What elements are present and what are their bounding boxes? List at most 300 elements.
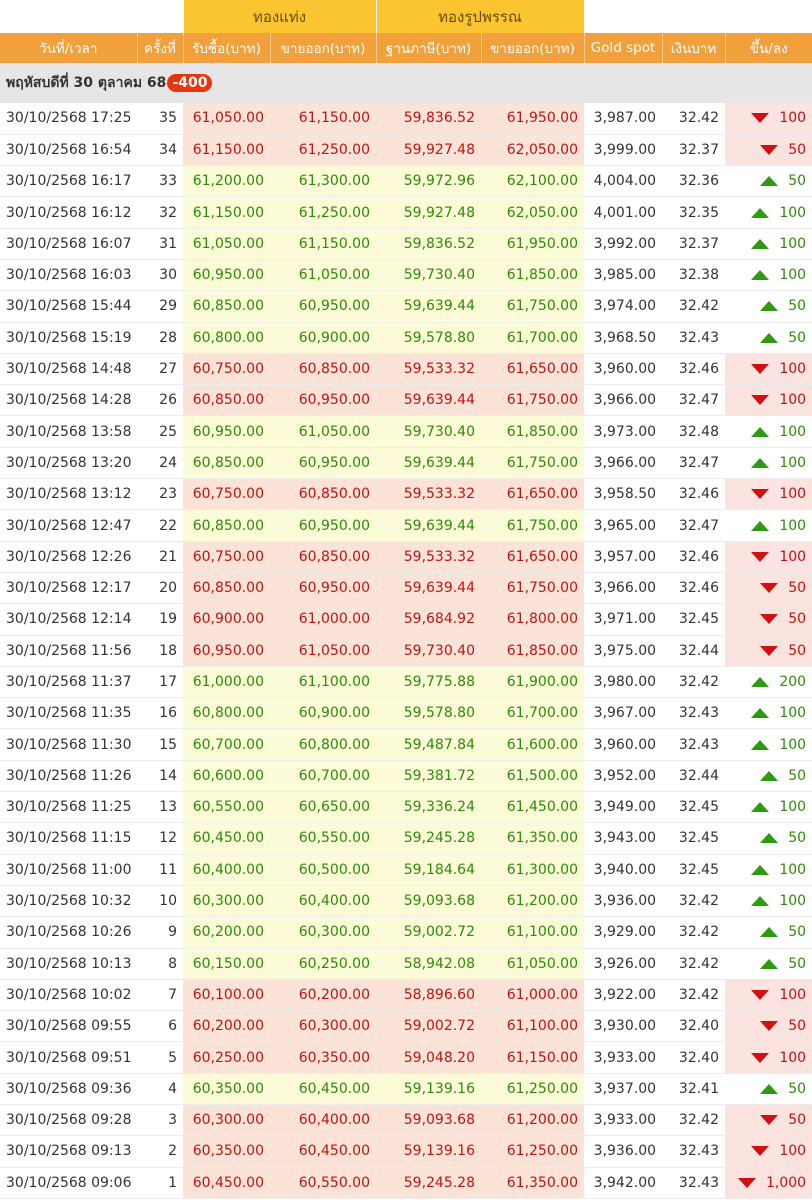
thb-cell: 32.37 [662, 134, 725, 165]
date-group-cell [0, 63, 812, 103]
gold-spot-cell: 3,973.00 [584, 416, 662, 447]
ornament-tax-base-cell: 59,578.80 [376, 698, 481, 729]
gold-spot-cell: 3,940.00 [584, 854, 662, 885]
datetime-cell: 30/10/2568 12:17 [0, 572, 137, 603]
datetime-cell: 30/10/2568 13:12 [0, 479, 137, 510]
bar-sell-cell: 61,150.00 [270, 103, 376, 134]
ornament-tax-base-cell: 59,048.20 [376, 1042, 481, 1073]
gold-spot-cell: 3,992.00 [584, 228, 662, 259]
bar-buy-cell: 60,300.00 [183, 1105, 270, 1136]
bar-sell-cell: 60,350.00 [270, 1042, 376, 1073]
round-cell: 20 [137, 572, 183, 603]
bar-buy-cell: 60,750.00 [183, 353, 270, 384]
thb-cell: 32.43 [662, 698, 725, 729]
gold-spot-cell: 3,987.00 [584, 103, 662, 134]
gold-spot-cell: 3,966.00 [584, 572, 662, 603]
ornament-sell-cell: 61,600.00 [481, 729, 584, 760]
gold-spot-cell: 3,936.00 [584, 885, 662, 916]
thb-cell: 32.42 [662, 1105, 725, 1136]
bar-sell-cell: 60,450.00 [270, 1136, 376, 1167]
ornament-sell-cell: 61,800.00 [481, 604, 584, 635]
bar-sell-cell: 60,850.00 [270, 541, 376, 572]
bar-sell-cell: 60,400.00 [270, 885, 376, 916]
triangle-up-icon [760, 771, 778, 781]
ornament-tax-base-cell: 59,533.32 [376, 541, 481, 572]
bar-sell-cell: 61,250.00 [270, 197, 376, 228]
gold-spot-cell: 3,968.50 [584, 322, 662, 353]
datetime-cell: 30/10/2568 13:58 [0, 416, 137, 447]
round-cell: 31 [137, 228, 183, 259]
thb-cell: 32.46 [662, 353, 725, 384]
datetime-cell: 30/10/2568 14:48 [0, 353, 137, 384]
table-row [0, 729, 812, 760]
change-value: 50 [788, 830, 807, 847]
table-row [0, 166, 812, 197]
table-row [0, 666, 812, 697]
bar-buy-cell: 60,350.00 [183, 1073, 270, 1104]
change-value: 100 [779, 423, 807, 440]
table-row [0, 979, 812, 1010]
datetime-cell: 30/10/2568 11:25 [0, 792, 137, 823]
bar-sell-cell: 61,000.00 [270, 604, 376, 635]
datetime-cell: 30/10/2568 11:35 [0, 698, 137, 729]
table-row [0, 823, 812, 854]
ornament-sell-cell: 61,100.00 [481, 1011, 584, 1042]
thb-cell: 32.45 [662, 792, 725, 823]
ornament-sell-cell: 61,850.00 [481, 259, 584, 290]
round-cell: 5 [137, 1042, 183, 1073]
table-row [0, 134, 812, 165]
thb-cell: 32.47 [662, 447, 725, 478]
table-row [0, 854, 812, 885]
bar-sell-cell: 61,100.00 [270, 666, 376, 697]
change-cell [725, 635, 812, 666]
ornament-sell-cell: 62,100.00 [481, 166, 584, 197]
change-cell [725, 1167, 812, 1198]
round-cell: 30 [137, 259, 183, 290]
bar-buy-cell: 60,850.00 [183, 291, 270, 322]
ornament-sell-cell: 61,750.00 [481, 447, 584, 478]
ornament-tax-base-cell: 59,093.68 [376, 885, 481, 916]
bar-buy-cell: 60,700.00 [183, 729, 270, 760]
thb-cell: 32.45 [662, 823, 725, 854]
group-header-row [0, 0, 812, 33]
datetime-cell: 30/10/2568 16:54 [0, 134, 137, 165]
gold-spot-cell: 3,936.00 [584, 1136, 662, 1167]
triangle-down-icon [760, 646, 778, 656]
gold-spot-cell: 3,933.00 [584, 1105, 662, 1136]
thb-cell: 32.43 [662, 322, 725, 353]
bar-buy-cell: 60,800.00 [183, 322, 270, 353]
change-cell [725, 259, 812, 290]
thb-cell: 32.45 [662, 604, 725, 635]
change-cell [725, 760, 812, 791]
bar-sell-cell: 60,300.00 [270, 1011, 376, 1042]
bar-sell-cell: 60,500.00 [270, 854, 376, 885]
change-value: 100 [779, 736, 807, 753]
bar-buy-cell: 60,750.00 [183, 541, 270, 572]
gold-spot-cell: 3,966.00 [584, 385, 662, 416]
triangle-down-icon [751, 552, 769, 562]
change-value: 100 [779, 1049, 807, 1066]
change-cell [725, 1073, 812, 1104]
group-header-gold-bar: ทองแท่ง [183, 0, 376, 33]
bar-buy-cell: 60,300.00 [183, 885, 270, 916]
thb-cell: 32.43 [662, 1167, 725, 1198]
ornament-sell-cell: 61,000.00 [481, 979, 584, 1010]
gold-spot-cell: 3,949.00 [584, 792, 662, 823]
thb-cell: 32.46 [662, 572, 725, 603]
round-cell: 21 [137, 541, 183, 572]
bar-buy-cell: 60,950.00 [183, 635, 270, 666]
gold-spot-cell: 4,001.00 [584, 197, 662, 228]
change-value: 100 [779, 799, 807, 816]
ornament-sell-cell: 61,750.00 [481, 572, 584, 603]
ornament-sell-cell: 61,850.00 [481, 416, 584, 447]
change-value: 100 [779, 893, 807, 910]
triangle-down-icon [751, 489, 769, 499]
datetime-cell: 30/10/2568 11:30 [0, 729, 137, 760]
datetime-cell: 30/10/2568 10:32 [0, 885, 137, 916]
gold-spot-cell: 3,975.00 [584, 635, 662, 666]
change-cell [725, 197, 812, 228]
col-header-gold-spot: Gold spot [584, 33, 662, 63]
triangle-down-icon [751, 1146, 769, 1156]
bar-buy-cell: 60,750.00 [183, 479, 270, 510]
bar-sell-cell: 61,300.00 [270, 166, 376, 197]
gold-spot-cell: 3,952.00 [584, 760, 662, 791]
ornament-sell-cell: 61,750.00 [481, 385, 584, 416]
ornament-sell-cell: 61,350.00 [481, 1167, 584, 1198]
bar-sell-cell: 61,050.00 [270, 416, 376, 447]
ornament-sell-cell: 61,950.00 [481, 103, 584, 134]
triangle-down-icon [760, 145, 778, 155]
round-cell: 8 [137, 948, 183, 979]
table-row [0, 572, 812, 603]
bar-sell-cell: 60,950.00 [270, 385, 376, 416]
ornament-tax-base-cell: 59,639.44 [376, 510, 481, 541]
gold-spot-cell: 3,971.00 [584, 604, 662, 635]
bar-buy-cell: 61,200.00 [183, 166, 270, 197]
gold-spot-cell: 3,960.00 [584, 353, 662, 384]
change-value: 100 [779, 392, 807, 409]
table-row [0, 479, 812, 510]
bar-buy-cell: 61,050.00 [183, 228, 270, 259]
ornament-sell-cell: 62,050.00 [481, 134, 584, 165]
date-group-row [0, 63, 812, 103]
ornament-sell-cell: 61,200.00 [481, 885, 584, 916]
table-row [0, 291, 812, 322]
change-cell [725, 166, 812, 197]
bar-buy-cell: 60,950.00 [183, 416, 270, 447]
change-value: 100 [779, 705, 807, 722]
table-row [0, 416, 812, 447]
ornament-tax-base-cell: 58,896.60 [376, 979, 481, 1010]
table-row [0, 917, 812, 948]
bar-sell-cell: 60,950.00 [270, 510, 376, 541]
ornament-sell-cell: 61,650.00 [481, 541, 584, 572]
change-value: 100 [779, 486, 807, 503]
bar-sell-cell: 60,300.00 [270, 917, 376, 948]
datetime-cell: 30/10/2568 16:03 [0, 259, 137, 290]
round-cell: 34 [137, 134, 183, 165]
ornament-sell-cell: 61,700.00 [481, 322, 584, 353]
triangle-up-icon [760, 927, 778, 937]
thb-cell: 32.38 [662, 259, 725, 290]
table-row [0, 353, 812, 384]
thb-cell: 32.46 [662, 541, 725, 572]
ornament-sell-cell: 62,050.00 [481, 197, 584, 228]
bar-buy-cell: 60,150.00 [183, 948, 270, 979]
ornament-tax-base-cell: 59,578.80 [376, 322, 481, 353]
round-cell: 2 [137, 1136, 183, 1167]
table-row [0, 447, 812, 478]
bar-sell-cell: 60,900.00 [270, 322, 376, 353]
ornament-tax-base-cell: 59,245.28 [376, 823, 481, 854]
bar-sell-cell: 60,700.00 [270, 760, 376, 791]
thb-cell: 32.35 [662, 197, 725, 228]
change-value: 100 [779, 110, 807, 127]
gold-spot-cell: 3,942.00 [584, 1167, 662, 1198]
triangle-down-icon [751, 990, 769, 1000]
triangle-up-icon [760, 959, 778, 969]
ornament-tax-base-cell: 59,139.16 [376, 1073, 481, 1104]
change-value: 50 [788, 173, 807, 190]
datetime-cell: 30/10/2568 09:36 [0, 1073, 137, 1104]
thb-cell: 32.36 [662, 166, 725, 197]
triangle-down-icon [751, 364, 769, 374]
ornament-tax-base-cell: 59,836.52 [376, 103, 481, 134]
thb-cell: 32.42 [662, 917, 725, 948]
bar-sell-cell: 61,250.00 [270, 134, 376, 165]
round-cell: 1 [137, 1167, 183, 1198]
round-cell: 12 [137, 823, 183, 854]
bar-buy-cell: 60,450.00 [183, 1167, 270, 1198]
datetime-cell: 30/10/2568 17:25 [0, 103, 137, 134]
change-cell [725, 604, 812, 635]
thb-cell: 32.40 [662, 1011, 725, 1042]
ornament-tax-base-cell: 59,487.84 [376, 729, 481, 760]
ornament-sell-cell: 61,200.00 [481, 1105, 584, 1136]
gold-spot-cell: 3,967.00 [584, 698, 662, 729]
change-value: 100 [779, 986, 807, 1003]
change-cell [725, 1042, 812, 1073]
ornament-sell-cell: 61,450.00 [481, 792, 584, 823]
change-cell [725, 823, 812, 854]
gold-spot-cell: 3,980.00 [584, 666, 662, 697]
bar-buy-cell: 60,200.00 [183, 917, 270, 948]
table-row [0, 1042, 812, 1073]
ornament-tax-base-cell: 59,002.72 [376, 1011, 481, 1042]
change-cell [725, 322, 812, 353]
change-value: 100 [779, 204, 807, 221]
thb-cell: 32.40 [662, 1042, 725, 1073]
change-cell [725, 885, 812, 916]
change-value: 50 [788, 141, 807, 158]
ornament-tax-base-cell: 59,639.44 [376, 385, 481, 416]
triangle-up-icon [751, 427, 769, 437]
bar-buy-cell: 60,850.00 [183, 572, 270, 603]
change-cell [725, 541, 812, 572]
triangle-down-icon [751, 395, 769, 405]
gold-spot-cell: 3,929.00 [584, 917, 662, 948]
triangle-up-icon [751, 458, 769, 468]
thb-cell: 32.42 [662, 948, 725, 979]
table-row [0, 385, 812, 416]
datetime-cell: 30/10/2568 16:17 [0, 166, 137, 197]
col-header-round: ครั้งที่ [137, 33, 183, 63]
round-cell: 29 [137, 291, 183, 322]
thb-cell: 32.42 [662, 885, 725, 916]
change-value: 200 [779, 673, 807, 690]
table-row [0, 541, 812, 572]
thb-cell: 32.42 [662, 666, 725, 697]
triangle-down-icon [760, 1021, 778, 1031]
triangle-down-icon [738, 1178, 756, 1188]
triangle-up-icon [751, 896, 769, 906]
gold-spot-cell: 3,985.00 [584, 259, 662, 290]
gold-spot-cell: 3,974.00 [584, 291, 662, 322]
datetime-cell: 30/10/2568 12:14 [0, 604, 137, 635]
round-cell: 26 [137, 385, 183, 416]
change-cell [725, 291, 812, 322]
triangle-up-icon [760, 301, 778, 311]
ornament-tax-base-cell: 59,093.68 [376, 1105, 481, 1136]
thb-cell: 32.42 [662, 979, 725, 1010]
bar-buy-cell: 60,950.00 [183, 259, 270, 290]
bar-buy-cell: 60,100.00 [183, 979, 270, 1010]
thb-cell: 32.41 [662, 1073, 725, 1104]
change-cell [725, 1105, 812, 1136]
thb-cell: 32.46 [662, 479, 725, 510]
date-label: พฤหัสบดีที่ 30 ตุลาคม 68 [6, 75, 167, 91]
ornament-sell-cell: 61,750.00 [481, 510, 584, 541]
bar-sell-cell: 60,900.00 [270, 698, 376, 729]
table-row [0, 635, 812, 666]
bar-buy-cell: 60,850.00 [183, 510, 270, 541]
bar-sell-cell: 61,050.00 [270, 635, 376, 666]
thb-cell: 32.48 [662, 416, 725, 447]
change-cell [725, 385, 812, 416]
round-cell: 18 [137, 635, 183, 666]
ornament-sell-cell: 61,250.00 [481, 1073, 584, 1104]
change-value: 100 [779, 861, 807, 878]
ornament-sell-cell: 61,350.00 [481, 823, 584, 854]
ornament-tax-base-cell: 59,533.32 [376, 353, 481, 384]
table-row [0, 948, 812, 979]
datetime-cell: 30/10/2568 13:20 [0, 447, 137, 478]
thb-cell: 32.42 [662, 291, 725, 322]
change-value: 100 [779, 361, 807, 378]
change-cell [725, 917, 812, 948]
bar-buy-cell: 61,150.00 [183, 134, 270, 165]
col-header-bar-buy: รับซื้อ(บาท) [183, 33, 270, 63]
change-value: 50 [788, 329, 807, 346]
bar-buy-cell: 60,850.00 [183, 447, 270, 478]
change-value: 50 [788, 767, 807, 784]
ornament-tax-base-cell: 58,942.08 [376, 948, 481, 979]
ornament-sell-cell: 61,050.00 [481, 948, 584, 979]
bar-buy-cell: 61,050.00 [183, 103, 270, 134]
bar-sell-cell: 60,850.00 [270, 353, 376, 384]
datetime-cell: 30/10/2568 09:13 [0, 1136, 137, 1167]
table-row [0, 197, 812, 228]
ornament-tax-base-cell: 59,139.16 [376, 1136, 481, 1167]
ornament-tax-base-cell: 59,684.92 [376, 604, 481, 635]
table-row [0, 510, 812, 541]
change-cell [725, 729, 812, 760]
triangle-up-icon [751, 740, 769, 750]
ornament-tax-base-cell: 59,639.44 [376, 572, 481, 603]
round-cell: 14 [137, 760, 183, 791]
triangle-up-icon [751, 270, 769, 280]
datetime-cell: 30/10/2568 10:26 [0, 917, 137, 948]
table-row [0, 604, 812, 635]
bar-sell-cell: 60,800.00 [270, 729, 376, 760]
gold-spot-cell: 4,004.00 [584, 166, 662, 197]
ornament-tax-base-cell: 59,927.48 [376, 134, 481, 165]
change-value: 50 [788, 642, 807, 659]
triangle-down-icon [751, 1053, 769, 1063]
change-cell [725, 479, 812, 510]
gold-spot-cell: 3,960.00 [584, 729, 662, 760]
group-header-gold-jewelry: ทองรูปพรรณ [376, 0, 584, 33]
datetime-cell: 30/10/2568 16:12 [0, 197, 137, 228]
bar-buy-cell: 61,150.00 [183, 197, 270, 228]
datetime-cell: 30/10/2568 09:06 [0, 1167, 137, 1198]
triangle-up-icon [751, 208, 769, 218]
bar-buy-cell: 60,450.00 [183, 823, 270, 854]
change-cell [725, 1011, 812, 1042]
round-cell: 28 [137, 322, 183, 353]
round-cell: 10 [137, 885, 183, 916]
column-header-row [0, 33, 812, 63]
daily-change-badge: -400 [167, 74, 212, 92]
datetime-cell: 30/10/2568 09:55 [0, 1011, 137, 1042]
bar-sell-cell: 60,450.00 [270, 1073, 376, 1104]
change-cell [725, 134, 812, 165]
change-value: 50 [788, 298, 807, 315]
change-value: 50 [788, 924, 807, 941]
table-row [0, 760, 812, 791]
ornament-sell-cell: 61,150.00 [481, 1042, 584, 1073]
thb-cell: 32.43 [662, 1136, 725, 1167]
ornament-sell-cell: 61,650.00 [481, 353, 584, 384]
thb-cell: 32.44 [662, 760, 725, 791]
bar-sell-cell: 60,550.00 [270, 1167, 376, 1198]
change-value: 50 [788, 1112, 807, 1129]
datetime-cell: 30/10/2568 11:15 [0, 823, 137, 854]
bar-sell-cell: 60,950.00 [270, 572, 376, 603]
triangle-up-icon [751, 708, 769, 718]
datetime-cell: 30/10/2568 12:47 [0, 510, 137, 541]
change-value: 100 [779, 548, 807, 565]
round-cell: 22 [137, 510, 183, 541]
bar-buy-cell: 60,850.00 [183, 385, 270, 416]
table-row [0, 698, 812, 729]
datetime-cell: 30/10/2568 09:51 [0, 1042, 137, 1073]
ornament-tax-base-cell: 59,730.40 [376, 635, 481, 666]
ornament-tax-base-cell: 59,533.32 [376, 479, 481, 510]
triangle-up-icon [751, 239, 769, 249]
bar-sell-cell: 60,200.00 [270, 979, 376, 1010]
thb-cell: 32.45 [662, 854, 725, 885]
gold-spot-cell: 3,943.00 [584, 823, 662, 854]
ornament-tax-base-cell: 59,836.52 [376, 228, 481, 259]
round-cell: 15 [137, 729, 183, 760]
triangle-up-icon [751, 802, 769, 812]
round-cell: 4 [137, 1073, 183, 1104]
